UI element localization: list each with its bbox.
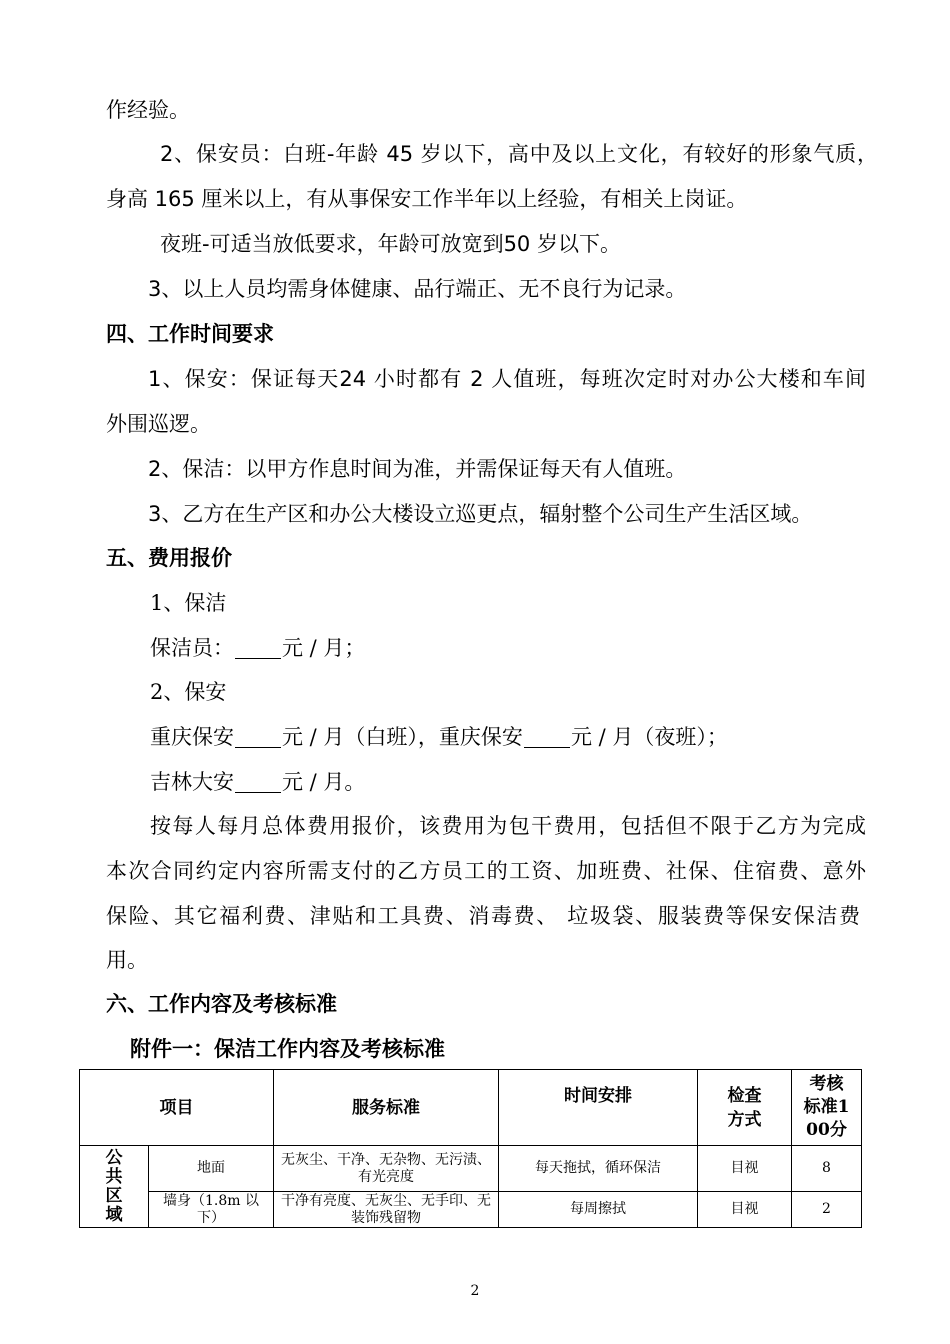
header-standard: 服务标准	[274, 1070, 499, 1146]
paragraph-line: 按每人每月总体费用报价，该费用为包干费用，包括但不限于乙方为完成	[150, 814, 866, 838]
paragraph-line: 1、保安：保证每天24 小时都有 2 人值班，每班次定时对办公大楼和车间	[148, 367, 866, 391]
quote-unit: 元 / 月（夜班）；	[570, 725, 728, 749]
page-number: 2	[470, 1283, 480, 1299]
paragraph-line: 身高 165 厘米以上，有从事保安工作半年以上经验，有相关上岗证。	[106, 187, 748, 211]
paragraph-line: 3、以上人员均需身体健康、品行端正、无不良行为记录。	[148, 277, 687, 301]
row-item: 墙身（1.8m 以下）	[149, 1192, 274, 1228]
quote-label: 吉林大安	[150, 770, 234, 794]
paragraph-line: 3、乙方在生产区和办公大楼设立巡更点，辐射整个公司生产生活区域。	[148, 502, 813, 526]
section-heading: 六、工作内容及考核标准	[106, 992, 337, 1016]
assessment-table	[79, 1069, 862, 1228]
row-item: 地面	[149, 1146, 274, 1192]
paragraph-line: 外围巡逻。	[106, 412, 211, 436]
row-method: 目视	[698, 1192, 792, 1228]
section-heading: 四、工作时间要求	[106, 322, 274, 346]
row-method: 目视	[698, 1146, 792, 1192]
quote-label: 保洁员：	[150, 636, 234, 660]
quote-unit: 元 / 月。	[282, 770, 366, 794]
price-blank	[235, 638, 281, 659]
category-label: 公共区域	[105, 1147, 123, 1225]
price-blank	[235, 772, 281, 793]
paragraph-line: 夜班-可适当放低要求，年龄可放宽到50 岁以下。	[160, 232, 621, 256]
quote-line-chongqing	[150, 723, 728, 751]
table-row	[80, 1146, 862, 1192]
row-schedule: 每周擦拭	[499, 1192, 698, 1228]
paragraph-line: 本次合同约定内容所需支付的乙方员工的工资、加班费、社保、住宿费、意外	[106, 859, 866, 883]
paragraph-line: 2、保安员：白班-年龄 45 岁以下，高中及以上文化，有较好的形象气质，	[160, 142, 878, 166]
price-blank	[524, 727, 570, 748]
row-standard: 干净有亮度、无灰尘、无手印、无装饰残留物	[274, 1192, 499, 1228]
table-header-row	[80, 1070, 862, 1146]
header-score	[792, 1070, 862, 1146]
quote-line-jilin	[150, 768, 365, 796]
category-cell	[80, 1146, 149, 1228]
row-score: 8	[792, 1146, 862, 1192]
annex-title: 附件一：保洁工作内容及考核标准	[130, 1037, 445, 1061]
header-item: 项目	[80, 1070, 274, 1146]
quote-label: 重庆保安	[150, 725, 234, 749]
header-method	[698, 1070, 792, 1146]
row-schedule: 每天拖拭，循环保洁	[499, 1146, 698, 1192]
paragraph-line: 用。	[106, 948, 148, 972]
section-heading: 五、费用报价	[106, 546, 232, 570]
quote-unit: 元 / 月（白班），重庆保安	[282, 725, 523, 749]
header-score-text: 考核标准100分	[803, 1074, 850, 1140]
price-blank	[235, 727, 281, 748]
row-score: 2	[792, 1192, 862, 1228]
quote-item: 2、保安	[150, 680, 227, 704]
paragraph-line: 2、保洁：以甲方作息时间为准，并需保证每天有人值班。	[148, 457, 687, 481]
paragraph-line: 保险、其它福利费、津贴和工具费、消毒费、 垃圾袋、服装费等保安保洁费	[106, 904, 860, 928]
paragraph-line: 作经验。	[106, 98, 190, 122]
quote-item: 1、保洁	[150, 591, 227, 615]
quote-line-cleaner	[150, 634, 365, 662]
table-row	[80, 1192, 862, 1228]
header-schedule: 时间安排	[499, 1070, 698, 1146]
header-method-text: 检查方式	[727, 1085, 762, 1130]
row-standard: 无灰尘、干净、无杂物、无污渍、有光亮度	[274, 1146, 499, 1192]
quote-unit: 元 / 月；	[282, 636, 366, 660]
